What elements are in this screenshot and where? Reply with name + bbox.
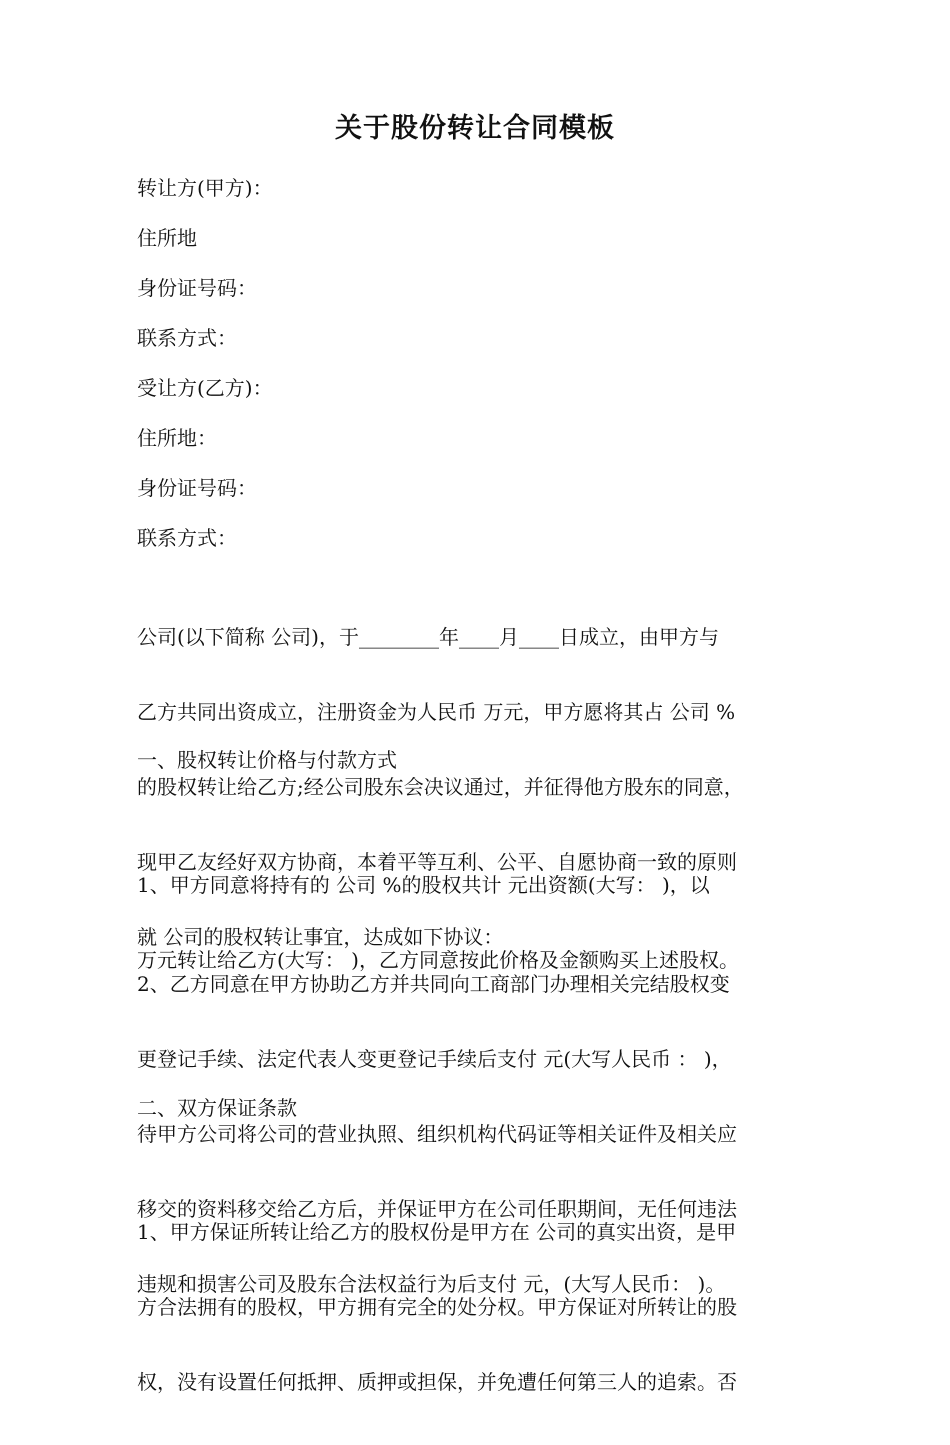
section-1-heading: 一、股权转让价格与付款方式 [137, 748, 397, 772]
intro-line: 乙方共同出资成立，注册资金为人民币 万元，甲方愿将其占 公司 % [137, 700, 736, 724]
party-b-contact: 联系方式： [137, 526, 237, 550]
clause-line: 1、甲方保证所转让给乙方的股权份是甲方在 公司的真实出资，是甲 [137, 1220, 737, 1244]
clause-line: 移交的资料移交给乙方后，并保证甲方在公司任职期间，无任何违法 [137, 1197, 737, 1221]
party-a-label: 转让方(甲方)： [137, 176, 273, 200]
party-b-label: 受让方(乙方)： [137, 376, 273, 400]
clause-2-1 [137, 1170, 817, 1445]
party-b-address: 住所地： [137, 426, 217, 450]
party-a-address: 住所地 [137, 226, 197, 250]
section-2-heading: 二、双方保证条款 [137, 1096, 297, 1120]
party-a-id-number: 身份证号码： [137, 276, 257, 300]
clause-line: 1、甲方同意将持有的 公司 %的股权共计 元出资额(大写： )，以 [137, 873, 710, 897]
clause-line: 违规和损害公司及股东合法权益行为后支付 元，(大写人民币： )。 [137, 1272, 726, 1296]
clause-line: 方合法拥有的股权，甲方拥有完全的处分权。甲方保证对所转让的股 [137, 1295, 737, 1319]
intro-line: 公司(以下简称 公司)，于________年____月____日成立，由甲方与 [137, 625, 719, 649]
clause-line: 更登记手续、法定代表人变更登记手续后支付 元(大写人民币 ： )， [137, 1047, 732, 1071]
clause-line: 万元转让给乙方(大写： )，乙方同意按此价格及金额购买上述股权。 [137, 948, 739, 972]
clause-line: 权，没有设置任何抵押、质押或担保，并免遭任何第三人的追索。否 [137, 1370, 737, 1394]
party-b-id-number: 身份证号码： [137, 476, 257, 500]
intro-line: 就 公司的股权转让事宜，达成如下协议： [137, 925, 504, 949]
clause-line: 待甲方公司将公司的营业执照、组织机构代码证等相关证件及相关应 [137, 1122, 737, 1146]
document-title: 关于股份转让合同模板 [335, 113, 615, 144]
intro-line: 现甲乙友经好双方协商，本着平等互利、公平、自愿协商一致的原则 [137, 850, 737, 874]
clause-line: 2、乙方同意在甲方协助乙方并共同向工商部门办理相关完结股权变 [137, 972, 730, 996]
party-a-contact: 联系方式： [137, 326, 237, 350]
intro-line: 的股权转让给乙方;经公司股东会决议通过，并征得他方股东的同意， [137, 775, 744, 799]
